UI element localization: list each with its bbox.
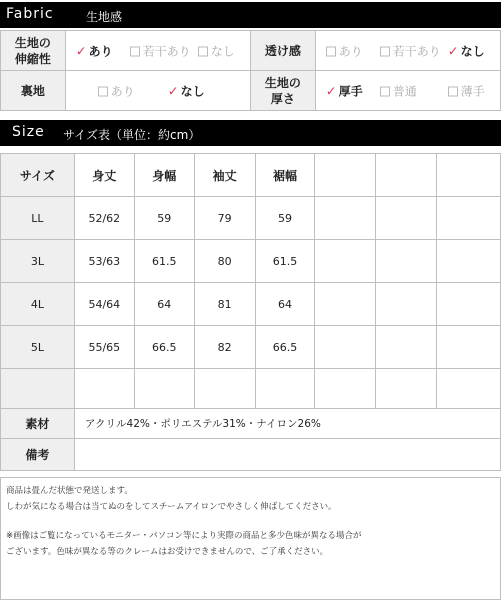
fabric-option-label: あり bbox=[88, 44, 113, 58]
fabric-option-label: 若干あり bbox=[392, 44, 441, 58]
sheerness-label bbox=[250, 31, 315, 71]
size-cell: 59 bbox=[134, 197, 194, 240]
size-cell: 52/62 bbox=[74, 197, 134, 240]
size-cell bbox=[315, 197, 376, 240]
size-section-header bbox=[0, 120, 501, 146]
size-cell: 54/64 bbox=[74, 283, 134, 326]
fabric-option-label: 厚手 bbox=[338, 84, 363, 98]
size-row-label: 3L bbox=[1, 240, 75, 283]
note-line: しわが気になる場合は当てぬのをしてスチームアイロンでやさしく伸ばしてください。 bbox=[6, 502, 337, 512]
size-cell bbox=[437, 240, 501, 283]
header-cell bbox=[315, 154, 376, 197]
fabric-option-label: あり bbox=[338, 44, 363, 58]
fabric-label-text: 透け感 bbox=[264, 43, 301, 58]
thickness-label bbox=[250, 71, 315, 111]
checkbox-icon bbox=[380, 46, 390, 56]
checkbox-icon bbox=[130, 46, 140, 56]
fabric-title-jp: 生地感 bbox=[86, 10, 123, 24]
size-cell: 82 bbox=[194, 326, 255, 369]
size-cell bbox=[376, 326, 437, 369]
size-cell: 79 bbox=[194, 197, 255, 240]
size-row bbox=[1, 197, 501, 240]
size-cell bbox=[134, 369, 194, 409]
fabric-option bbox=[198, 42, 235, 59]
size-cell: 61.5 bbox=[134, 240, 194, 283]
fabric-label-text: 伸縮性 bbox=[14, 51, 51, 66]
size-row-label: LL bbox=[1, 197, 75, 240]
size-cell bbox=[255, 369, 315, 409]
size-header-row bbox=[1, 154, 501, 197]
header-cell: 袖丈 bbox=[194, 154, 255, 197]
header-cell bbox=[376, 154, 437, 197]
fabric-label-text: 生地の bbox=[264, 75, 301, 90]
checkbox-icon bbox=[98, 86, 108, 96]
fabric-option bbox=[98, 82, 135, 99]
note-line: ※画像はご覧になっているモニター・パソコン等により実際の商品と多少色味が異なる場合が bbox=[6, 531, 362, 541]
thickness-options bbox=[315, 71, 500, 111]
notes-box bbox=[0, 477, 501, 600]
fabric-title-en: Fabric bbox=[6, 6, 54, 22]
size-cell: 53/63 bbox=[74, 240, 134, 283]
header-cell: 身丈 bbox=[74, 154, 134, 197]
material-row bbox=[1, 409, 501, 439]
remarks-value bbox=[74, 439, 500, 471]
size-cell bbox=[194, 369, 255, 409]
fabric-option bbox=[448, 82, 485, 99]
checkmark-icon: ✓ bbox=[75, 44, 87, 59]
size-row bbox=[1, 283, 501, 326]
size-row bbox=[1, 326, 501, 369]
size-cell bbox=[437, 283, 501, 326]
size-cell: 55/65 bbox=[74, 326, 134, 369]
size-cell bbox=[315, 240, 376, 283]
fabric-option-label: あり bbox=[110, 84, 135, 98]
header-cell: 身幅 bbox=[134, 154, 194, 197]
size-corner-label: サイズ bbox=[1, 154, 75, 197]
size-cell: 61.5 bbox=[255, 240, 315, 283]
fabric-option-label: 薄手 bbox=[460, 84, 485, 98]
fabric-option-label: なし bbox=[180, 84, 205, 98]
size-cell: 59 bbox=[255, 197, 315, 240]
lining-label bbox=[1, 71, 66, 111]
fabric-label-text: 厚さ bbox=[270, 91, 295, 106]
size-cell: 64 bbox=[255, 283, 315, 326]
material-label: 素材 bbox=[1, 409, 75, 439]
size-cell bbox=[437, 197, 501, 240]
size-cell bbox=[315, 283, 376, 326]
header-cell bbox=[437, 154, 501, 197]
size-row bbox=[1, 369, 501, 409]
size-cell: 66.5 bbox=[134, 326, 194, 369]
remarks-row bbox=[1, 439, 501, 471]
fabric-option-label: なし bbox=[210, 44, 235, 58]
fabric-option-label: 普通 bbox=[392, 84, 417, 98]
checkbox-icon bbox=[380, 86, 390, 96]
size-cell bbox=[437, 326, 501, 369]
size-cell bbox=[74, 369, 134, 409]
checkbox-icon bbox=[198, 46, 208, 56]
fabric-option bbox=[380, 82, 417, 99]
size-cell: 66.5 bbox=[255, 326, 315, 369]
size-cell bbox=[437, 369, 501, 409]
size-table bbox=[0, 153, 501, 471]
fabric-option bbox=[380, 42, 441, 59]
fabric-option-label: なし bbox=[460, 44, 485, 58]
size-row-label: 4L bbox=[1, 283, 75, 326]
size-cell bbox=[376, 240, 437, 283]
fabric-label-text: 生地の bbox=[14, 35, 51, 50]
sheerness-options bbox=[315, 31, 500, 71]
size-cell bbox=[376, 369, 437, 409]
fabric-option bbox=[76, 42, 113, 59]
checkmark-icon: ✓ bbox=[447, 44, 459, 59]
fabric-table bbox=[0, 30, 501, 111]
fabric-option bbox=[168, 82, 205, 99]
checkmark-icon: ✓ bbox=[325, 84, 337, 99]
size-title-jp: サイズ表（単位：約cm） bbox=[63, 128, 201, 142]
remarks-label: 備考 bbox=[1, 439, 75, 471]
material-value: アクリル42%・ポリエステル31%・ナイロン26% bbox=[74, 409, 500, 439]
size-row-label: 5L bbox=[1, 326, 75, 369]
size-cell: 80 bbox=[194, 240, 255, 283]
checkmark-icon: ✓ bbox=[167, 84, 179, 99]
checkbox-icon bbox=[326, 46, 336, 56]
fabric-option bbox=[326, 42, 363, 59]
size-cell bbox=[315, 326, 376, 369]
size-cell bbox=[376, 197, 437, 240]
note-line: 商品は畳んだ状態で発送します。 bbox=[6, 486, 133, 496]
fabric-option bbox=[130, 42, 191, 59]
fabric-option bbox=[326, 82, 363, 99]
note-line: ございます。色味が異なる等のクレームはお受けできませんので、ご了承ください。 bbox=[6, 547, 329, 557]
fabric-section-header bbox=[0, 2, 501, 28]
size-cell bbox=[376, 283, 437, 326]
checkbox-icon bbox=[448, 86, 458, 96]
stretch-label bbox=[1, 31, 66, 71]
size-cell: 64 bbox=[134, 283, 194, 326]
header-cell: 裾幅 bbox=[255, 154, 315, 197]
size-row-label bbox=[1, 369, 75, 409]
fabric-option bbox=[448, 42, 485, 59]
size-cell bbox=[315, 369, 376, 409]
size-row bbox=[1, 240, 501, 283]
lining-options bbox=[65, 71, 250, 111]
fabric-option-label: 若干あり bbox=[142, 44, 191, 58]
stretch-options bbox=[65, 31, 250, 71]
fabric-label-text: 裏地 bbox=[20, 83, 45, 98]
size-title-en: Size bbox=[12, 124, 45, 140]
size-cell: 81 bbox=[194, 283, 255, 326]
